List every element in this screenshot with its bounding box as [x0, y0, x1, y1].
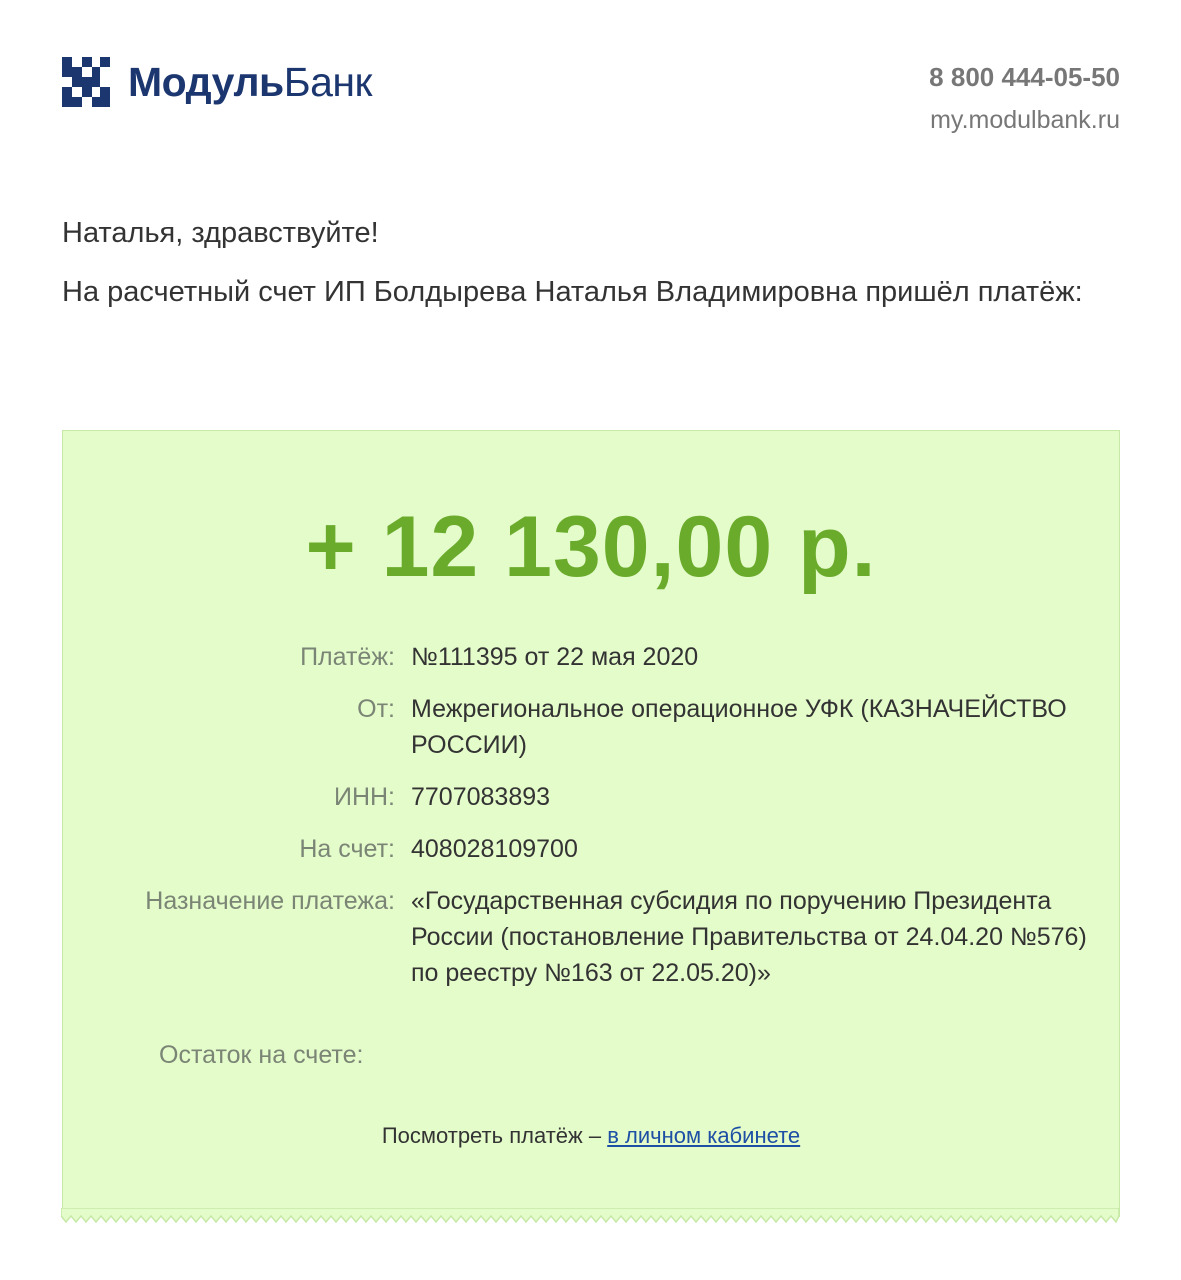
- intro-text: На расчетный счет ИП Болдырева Наталья Владимировна пришёл платёж:: [62, 276, 1083, 308]
- contacts: [929, 60, 1120, 136]
- account-label: На счет:: [299, 835, 395, 863]
- detail-row-account: [63, 831, 1119, 867]
- detail-row-purpose: [63, 883, 1119, 991]
- phone-number[interactable]: 8 800 444-05-50: [929, 62, 1120, 92]
- account-value: 408028109700: [411, 835, 578, 863]
- personal-cabinet-link[interactable]: в личном кабинете: [607, 1123, 801, 1148]
- inn-label: ИНН:: [333, 783, 395, 811]
- card-zigzag-edge: [61, 1208, 1119, 1226]
- logo-text-regular: Банк: [283, 59, 372, 105]
- email-header: [62, 52, 1120, 142]
- payment-details: [63, 639, 1119, 1007]
- payment-amount: + 12 130,00 р.: [305, 499, 877, 595]
- detail-row-payment: [63, 639, 1119, 675]
- sender-label: От:: [357, 695, 395, 723]
- payment-number-value: №111395 от 22 мая 2020: [411, 643, 699, 671]
- purpose-value: «Государственная субсидия по поручению Президента России (постановление Правительства от 24.04.20 №576) по реестру №163 от 22.05.20)»: [411, 887, 1087, 987]
- modulbank-logo[interactable]: [62, 57, 372, 107]
- view-payment-text: Посмотреть платёж –: [381, 1123, 608, 1148]
- payment-card: [62, 430, 1120, 1217]
- site-link[interactable]: my.modulbank.ru: [930, 106, 1120, 134]
- inn-value: 7707083893: [411, 783, 551, 811]
- logo-text: [128, 57, 372, 107]
- modulbank-logo-icon: [62, 57, 110, 107]
- logo-text-bold: Модуль: [128, 59, 284, 105]
- view-payment-line: [63, 1119, 1119, 1153]
- sender-value: Межрегиональное операционное УФК (КАЗНАЧЕЙСТВО РОССИИ): [411, 695, 1067, 759]
- balance-label: Остаток на счете:: [159, 1041, 364, 1069]
- greeting: Наталья, здравствуйте!: [62, 217, 379, 249]
- purpose-label: Назначение платежа:: [145, 887, 395, 915]
- detail-row-inn: [63, 779, 1119, 815]
- detail-row-from: [63, 691, 1119, 763]
- payment-number-label: Платёж:: [300, 643, 395, 671]
